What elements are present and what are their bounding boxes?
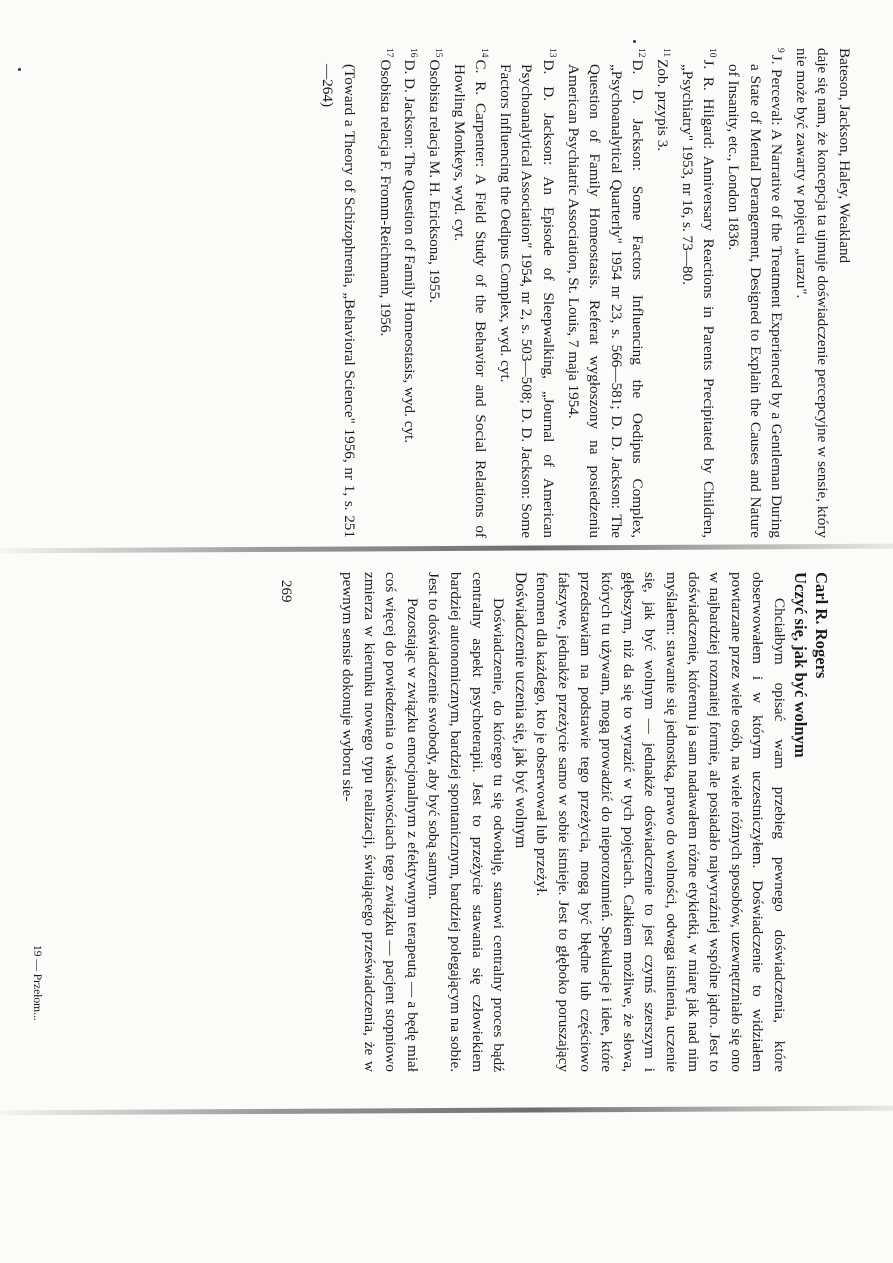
source-citation: (Toward a Theory of Schizophrenia, „Behavioral Science" 1956, nr 1, s. 251—264): [319, 64, 358, 538]
body-paragraph: Chciałbym opisać wam przebieg pewnego doświadczenia, które obserwowałem i w którym uczestniczyłem. Doświadczenie to widziałem powtarzane przez wiele osób, na wiele różnych sposobów, uzewnętrzniało się ono w najbardziej rozmaitej formie, ale posiadało najwyraźniej wspólne jądro. Jest to doświadczenie, któremu ja sam nadawałem różne etykietki, w miarę jak nad nim myślałem: stawanie się jednostką, prawo do wolności, odwaga istnienia, uczenie się, jak być wolnym — jednakże doświadczenie to jest czymś szerszym i głębszym, niż da się to wyrazić w tych pojęciach. Całkiem możliwe, że słowa, których tu używam, mogą prowadzić do nieporozumień. Spekulacje i idee, które przedstawiam na podstawie tego przeżycia, mogą być błędne lub częściowo fałszywe, jednakże przeżycie samo w sobie istnieje. Jest to głęboko poruszający fenomen dla każdego, kto je obserwował lub przeżył.: [533, 572, 788, 1072]
footnote: $^{10}$J. R. Hilgard: Anniversary Reactions in Parents Precipitated by Children, „Psychiatry" 1953, nr 16, s. 73—80.: [678, 48, 718, 538]
footnote: $^9$J. Perceval: A Narrative of the Treatment Experienced by a Gentleman During a State of Mental Derangement, Designed to Explain the Causes and Nature of Insanity, etc., London 1836.: [724, 48, 786, 538]
footnote: $^{16}$D. D. Jackson: The Question of Family Homeostasis, wyd. cyt.: [401, 48, 419, 444]
article-author: Carl R. Rogers: [812, 572, 831, 679]
signature-mark: 19 — Przełom...: [31, 945, 43, 1021]
right-page: [62, 572, 832, 1072]
scan-speck: [18, 68, 21, 71]
continuation-text: daje się nam, że koncepcja ta ujmuje doświadczenie percepcyjne w sensie, który nie może być zawarty w pojęciu „urazu".: [792, 48, 832, 538]
footnotes: [374, 48, 790, 538]
footnote: $^{12}$D. D. Jackson: Some Factors Influencing the Oedipus Complex, „Psychoanalytical Quarterly" 1954 nr 23, s. 566—581; D. D. Jackson: The Question of Family Homeostasis. Referat wygłoszony na posiedzeniu American Psychiatric Association, St. Louis, 7 maja 1954.: [564, 48, 647, 538]
section-heading: Doświadczenie uczenia się, jak być wolnym: [511, 572, 529, 849]
body-paragraph: Pozostając w związku emocjonalnym z efektywnym terapeutą — a będę miał coś więcej do powiedzenia o właściwościach tego związku — pacjent stopniowo zmierza w kierunku nowego typu realizacji, świtającego przeświadczenia, że w pewnym sensie dokonuje wyboru sie-: [339, 572, 421, 1072]
footnote: $^{17}$Osobista relacja F. Fromm-Reichmann, 1956.: [376, 48, 394, 337]
scan-speck: [633, 40, 636, 43]
footnote: $^{14}$C. R. Carpenter: A Field Study of the Behavior and Social Relations of Howling Monkeys, wyd. cyt.: [450, 48, 490, 538]
footnote: $^{13}$D. D. Jackson: An Episode of Sleepwalking, „Journal of American Psychoanalytical Association" 1954, nr 2, s. 503—508; D. D. Jackson: Some Factors Influencing the Oedipus Complex, wyd. cyt.: [496, 48, 558, 538]
article-title: Uczyć się, jak być wolnym: [791, 572, 810, 758]
footnote: $^{11}$Zob. przypis 3.: [654, 48, 672, 152]
body-paragraph: Doświadczenie, do którego tu się odwołuję, stanowi centralny proces bądź centralny aspekt psychoterapii. Jest to przeżycie stawania się człowiekiem bardziej autonomicznym, bardziej spontanicznym, bardziej polegającym na sobie. Jest to doświadczenie swobody, aby być sobą samym.: [425, 572, 508, 1072]
footnote: $^{15}$Osobista relacja M. H. Ericksona, 1955.: [425, 48, 443, 303]
page-number: 269: [278, 580, 294, 603]
running-head: Bateson, Jackson, Haley, Weakland: [836, 48, 853, 264]
left-page: [165, 48, 855, 538]
